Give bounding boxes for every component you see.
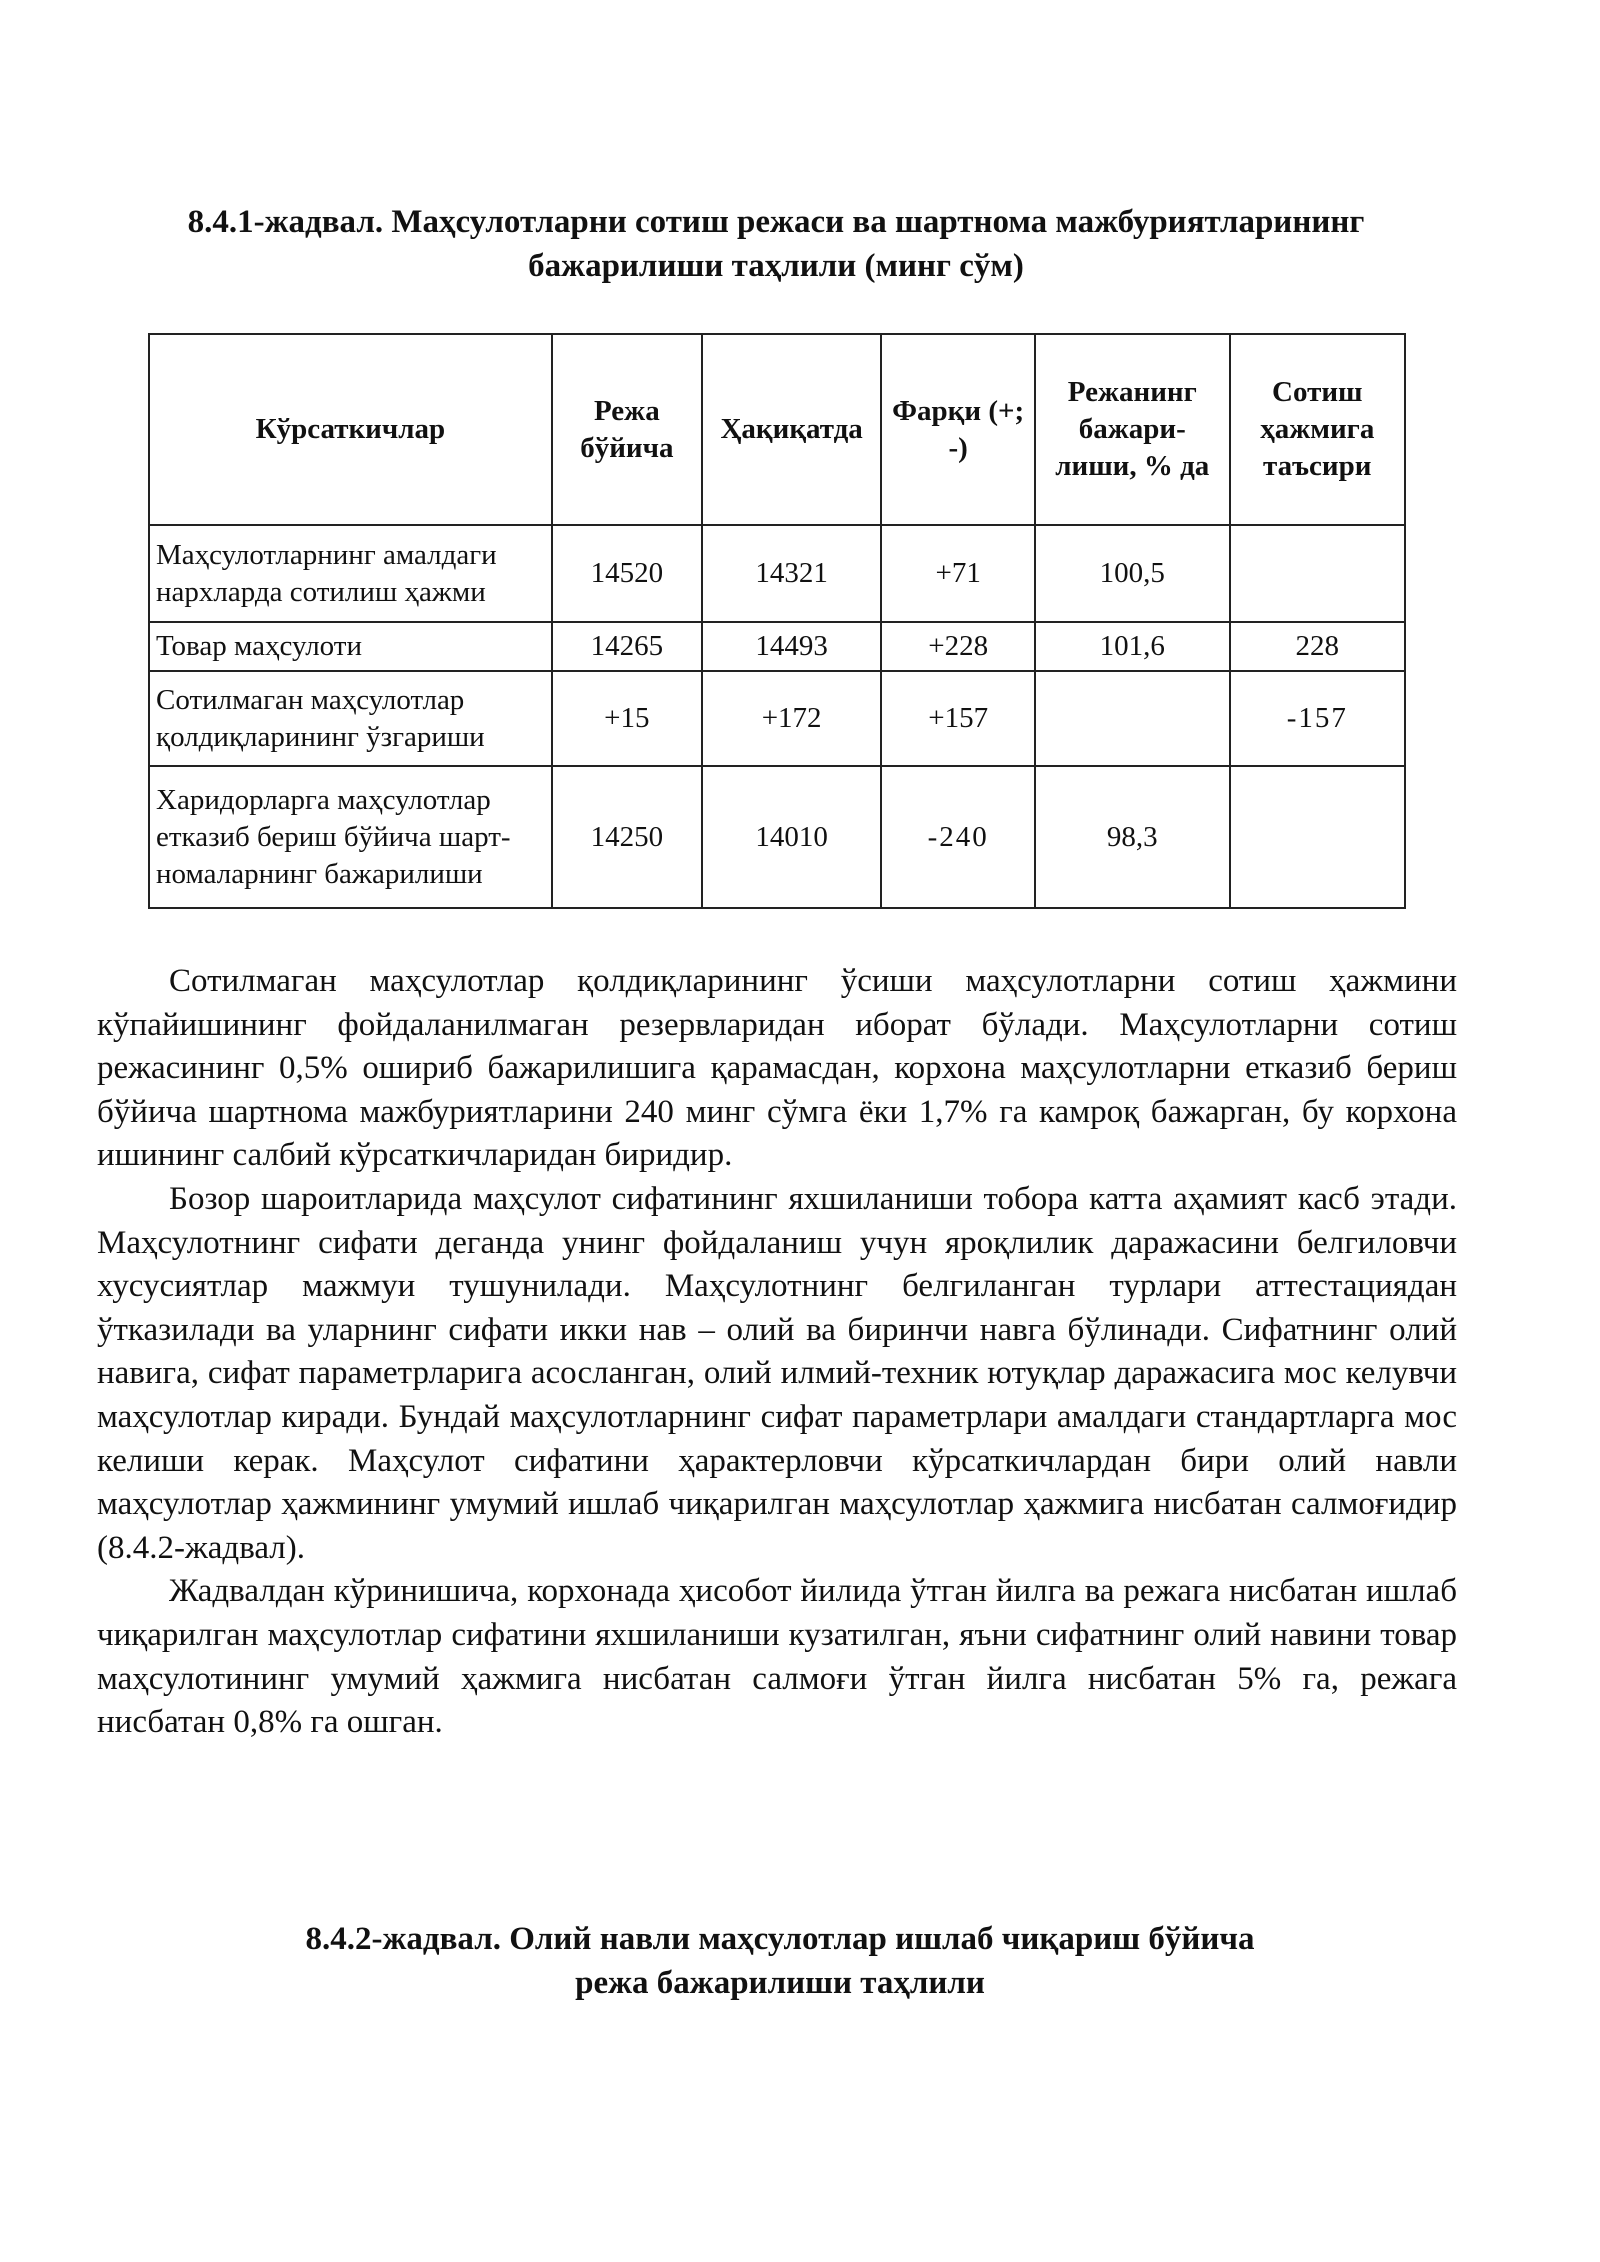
cell-impact: -157	[1230, 671, 1405, 766]
cell-actual: 14493	[702, 622, 881, 671]
cell-fulfillment	[1035, 671, 1230, 766]
header-plan: Режа бўйича	[552, 334, 702, 525]
cell-impact	[1230, 766, 1405, 908]
cell-difference: +157	[881, 671, 1035, 766]
table-row	[149, 671, 1405, 766]
row-label: Сотилмаган маҳсулотлар қолдиқларининг ўзгариши	[149, 671, 552, 766]
cell-fulfillment: 100,5	[1035, 525, 1230, 622]
cell-difference: +71	[881, 525, 1035, 622]
cell-fulfillment: 98,3	[1035, 766, 1230, 908]
table-header-row	[149, 334, 1405, 525]
row-label: Харидорларга маҳсулотлар етказиб бериш бўйича шарт-номаларнинг бажарилиши	[149, 766, 552, 908]
header-plan-fulfillment: Режанинг бажари-лиши, % да	[1035, 334, 1230, 525]
row-label: Товар маҳсулоти	[149, 622, 552, 671]
cell-plan: 14265	[552, 622, 702, 671]
header-indicators: Кўрсаткичлар	[149, 334, 552, 525]
header-actual: Ҳақиқатда	[702, 334, 881, 525]
cell-actual: 14321	[702, 525, 881, 622]
row-label: Маҳсулотларнинг амалдаги нархларда сотилиш ҳажми	[149, 525, 552, 622]
cell-actual: 14010	[702, 766, 881, 908]
cell-actual: +172	[702, 671, 881, 766]
cell-difference: +228	[881, 622, 1035, 671]
table-row	[149, 766, 1405, 908]
table-caption-8-4-1	[96, 200, 1456, 288]
table-caption-8-4-2	[150, 1917, 1410, 2005]
cell-plan: 14250	[552, 766, 702, 908]
caption-line-2: бажарилиши таҳлили (минг сўм)	[528, 248, 1024, 284]
paragraph: Жадвалдан кўринишича, корхонада ҳисобот йилида ўтган йилга ва режага нисбатан ишлаб чиқарилган маҳсулотлар сифатини яхшиланиши кузатилган, яъни сифатнинг олий навини товар маҳсулотининг умумий ҳажмига нисбатан салмоғи ўтган йилга нисбатан 5% га, режага нисбатан 0,8% га ошган.	[97, 1573, 1457, 1741]
table-row	[149, 622, 1405, 671]
cell-fulfillment: 101,6	[1035, 622, 1230, 671]
body-text	[97, 960, 1457, 1745]
cell-impact	[1230, 525, 1405, 622]
caption-line-2: режа бажарилиши таҳлили	[575, 1965, 985, 2001]
table-row	[149, 525, 1405, 622]
header-sales-impact: Сотиш ҳажмига таъсири	[1230, 334, 1405, 525]
sales-plan-table	[148, 333, 1406, 909]
cell-impact: 228	[1230, 622, 1405, 671]
paragraph: Бозор шароитларида маҳсулот сифатининг яхшиланиши тобора катта аҳамият касб этади. Маҳсулотнинг сифати деганда унинг фойдаланиш учун яроқлилик даражасини белгиловчи хусусиятлар мажмуи тушунилади. Маҳсулотнинг белгиланган турлари аттестациядан ўтказилади ва уларнинг сифати икки нав – олий ва биринчи навга бўлинади. Сифатнинг олий навига, сифат параметрларига асосланган, олий илмий-техник ютуқлар даражасига мос келувчи маҳсулотлар киради. Бундай маҳсулотларнинг сифат параметрлари амалдаги стандартларга мос келиши керак. Маҳсулот сифатини ҳарактерловчи кўрсаткичлардан бири олий навли маҳсулотлар ҳажмининг умумий ишлаб чиқарилган маҳсулотлар ҳажмига нисбатан салмоғидир (8.4.2-жадвал).	[97, 1180, 1457, 1566]
paragraph: Сотилмаган маҳсулотлар қолдиқларининг ўсиши маҳсулотларни сотиш ҳажмини кўпайишининг фойдаланилмаган резервларидан иборат бўлади. Маҳсулотларни сотиш режасининг 0,5% ошириб бажарилишига қарамасдан, корхона маҳсулотларни етказиб бериш бўйича шартнома мажбуриятларини 240 минг сўмга ёки 1,7% га камроқ бажарган, бу корхона ишининг салбий кўрсаткичларидан биридир.	[97, 963, 1457, 1174]
cell-plan: 14520	[552, 525, 702, 622]
header-difference: Фарқи (+; -)	[881, 334, 1035, 525]
caption-line-1: 8.4.1-жадвал. Маҳсулотларни сотиш режаси ва шартнома мажбуриятларининг	[187, 204, 1365, 240]
cell-plan: +15	[552, 671, 702, 766]
cell-difference: -240	[881, 766, 1035, 908]
caption-line-1: 8.4.2-жадвал. Олий навли маҳсулотлар ишлаб чиқариш бўйича	[305, 1921, 1255, 1957]
